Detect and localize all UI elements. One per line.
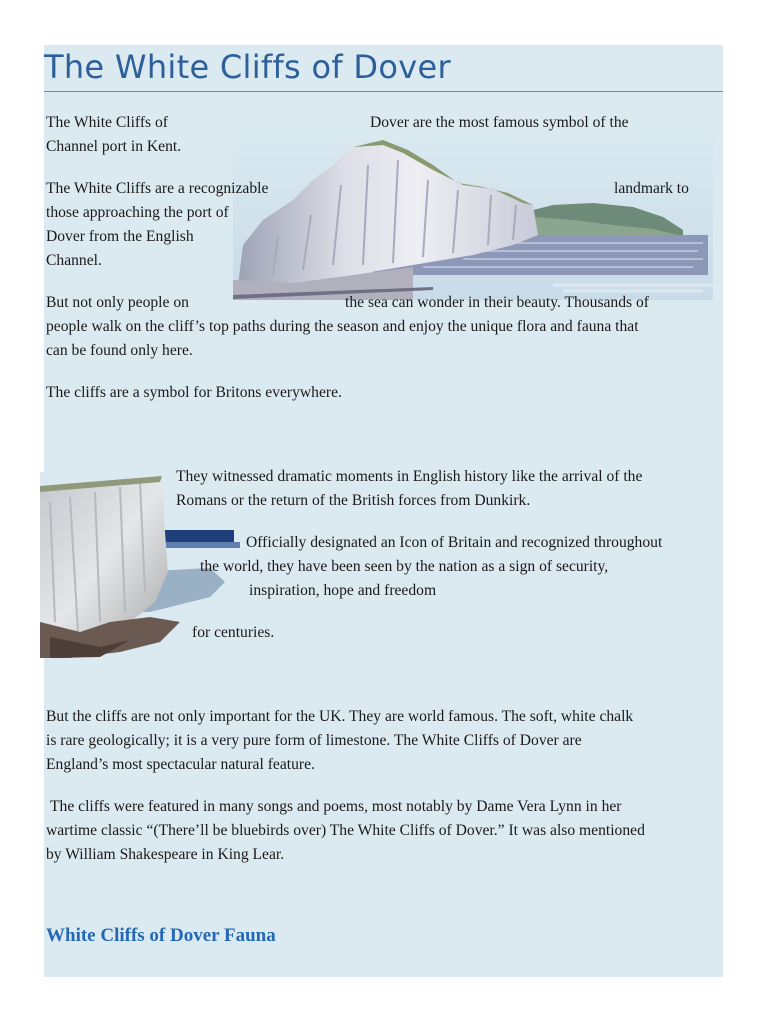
section-heading-fauna: White Cliffs of Dover Fauna [46,925,276,946]
page-title: The White Cliffs of Dover [44,48,451,86]
section-2-line-5: inspiration, hope and freedom [249,582,437,599]
paragraph-1-line-1a: The White Cliffs of [46,114,168,131]
paragraph-5-line-1: But the cliffs are not only important for the UK. They are world famous. The soft, white chalk [46,708,634,725]
paragraph-2-line-1b: landmark to [614,180,689,197]
paragraph-5-line-2: is rare geologically; it is a very pure form of limestone. The White Cliffs of Dover are [46,732,582,749]
title-divider [44,91,723,92]
section-2-line-1: They witnessed dramatic moments in English history like the arrival of the [176,468,643,485]
paragraph-5-line-3: England’s most spectacular natural feature. [46,756,315,773]
paragraph-2-line-2: those approaching the port of [46,204,229,221]
section-2-line-4: the world, they have been seen by the nation as a sign of security, [200,558,609,575]
cliffs-panorama-image [233,125,713,300]
section-2-line-3: Officially designated an Icon of Britain and recognized throughout [246,534,663,551]
paragraph-6-line-2: wartime classic “(There’ll be bluebirds over) The White Cliffs of Dover.” It was also mentioned [46,822,645,839]
paragraph-3-line-1b: the sea can wonder in their beauty. Thousands of [345,294,649,311]
paragraph-4: The cliffs are a symbol for Britons everywhere. [46,384,342,401]
section-2-line-2: Romans or the return of the British forces from Dunkirk. [176,492,531,509]
paragraph-2-line-1a: The White Cliffs are a recognizable [46,180,269,197]
paragraph-3-line-3: can be found only here. [46,342,193,359]
paragraph-1-line-1b: Dover are the most famous symbol of the [370,114,629,131]
section-2-line-6: for centuries. [192,624,275,641]
paragraph-1-line-2: Channel port in Kent. [46,138,182,155]
paragraph-6-line-1: The cliffs were featured in many songs and poems, most notably by Dame Vera Lynn in her [50,798,622,815]
paragraph-3-line-2: people walk on the cliff’s top paths during the season and enjoy the unique flora and fauna that [46,318,639,335]
paragraph-2-line-3: Dover from the English [46,228,194,245]
paragraph-2-line-4: Channel. [46,252,102,269]
paragraph-3-line-1a: But not only people on [46,294,189,311]
paragraph-6-line-3: by William Shakespeare in King Lear. [46,846,285,863]
